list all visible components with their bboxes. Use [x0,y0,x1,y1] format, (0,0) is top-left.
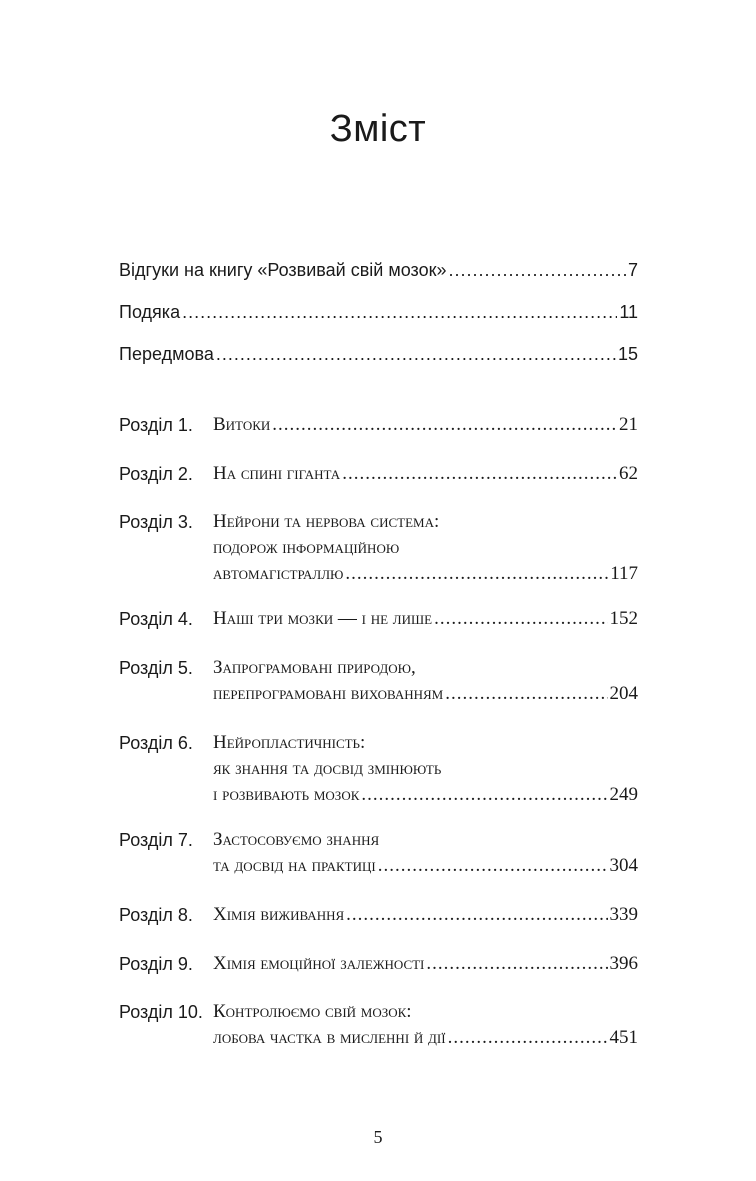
chapter-page: 249 [609,784,638,805]
chapter-page: 152 [609,608,638,629]
chapter-number: Розділ 7. [119,830,193,850]
toc-entry-page: 11 [619,302,638,322]
dot-leader [345,561,608,587]
dot-leader [426,951,607,977]
dot-leader [216,341,616,367]
dot-leader [342,461,617,487]
dot-leader [448,1025,608,1051]
dot-leader [434,606,607,632]
chapter-number: Розділ 6. [119,733,193,753]
chapter-number: Розділ 10. [119,1002,203,1022]
chapter-title-line: перепрограмовані вихованням [213,683,444,704]
chapter-page: 117 [610,563,638,584]
page-number: 5 [373,1127,383,1147]
dot-leader [346,902,607,928]
chapter-number: Розділ 9. [119,954,193,974]
chapter-page: 304 [609,855,638,876]
dot-leader [182,299,617,325]
chapter-title-line: подорож інформаційною [213,537,400,558]
chapter-page: 62 [619,463,638,484]
chapter-title-line: На спині гіганта [213,463,341,484]
chapter-title-line: та досвід на практиці [213,855,376,876]
chapter-page: 21 [619,414,638,435]
toc-entry-page: 15 [617,344,638,364]
dot-leader [272,412,617,438]
chapter-title-line: Контролюємо свій мозок: [213,1001,412,1022]
toc-entry-reviews[interactable] [119,257,638,283]
chapter-title-line: лобова частка в мисленні й дії [213,1027,446,1048]
toc-entry-label: Подяка [119,302,181,322]
chapter-title-line: Наші три мозки — і не лише [213,608,433,629]
chapter-title-line: Витоки [213,414,271,435]
dot-leader [378,853,608,879]
chapter-title-line: як знання та досвід змінюють [213,758,442,779]
chapter-number: Розділ 3. [119,512,193,532]
chapter-title-line: Нейрони та нервова система: [213,511,440,532]
chapter-title-line: Хімія виживання [213,904,345,925]
page-title: Зміст [329,108,427,150]
chapter-title-line: автомагістраллю [213,563,344,584]
chapter-title-line: Застосовуємо знання [213,829,380,850]
chapter-number: Розділ 5. [119,658,193,678]
chapter-number: Розділ 2. [119,464,193,484]
chapter-title-line: Нейропластичність: [213,732,366,753]
chapter-title-line: і розвивають мозок [213,784,360,805]
dot-leader [448,257,626,283]
chapter-page: 451 [609,1027,638,1048]
toc-entry-page: 7 [627,260,638,280]
chapter-page: 396 [609,953,638,974]
toc-entry-label: Передмова [119,344,214,364]
chapter-number: Розділ 1. [119,415,193,435]
chapter-title-line: Хімія емоційної залежності [213,953,425,974]
chapter-number: Розділ 4. [119,609,193,629]
toc-entry-preface[interactable] [119,341,638,367]
chapter-number: Розділ 8. [119,905,193,925]
toc-entry-label: Відгуки на книгу «Розвивай свій мозок» [119,260,447,280]
dot-leader [445,681,607,707]
dot-leader [361,782,607,808]
toc-entry-acknowledgments[interactable] [119,299,638,325]
chapter-page: 204 [609,683,638,704]
chapter-title-line: Запрограмовані природою, [213,657,416,678]
chapter-page: 339 [609,904,638,925]
